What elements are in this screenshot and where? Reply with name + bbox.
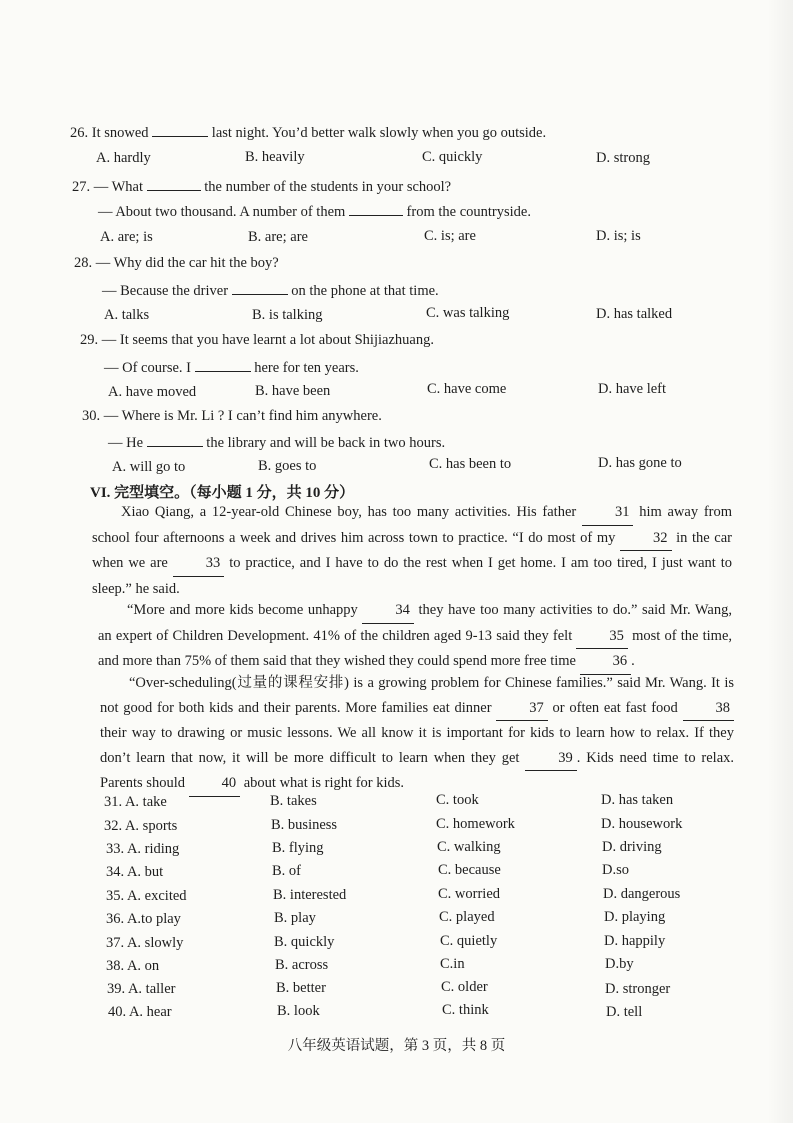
option-30-d: D. has gone to xyxy=(598,455,682,471)
cloze-blank-33: 33 xyxy=(173,551,225,577)
option-28-a: A. talks xyxy=(104,307,150,323)
cloze-option-32-a: 32. A. sports xyxy=(104,818,178,834)
cloze-blank-31: 31 xyxy=(582,500,634,526)
answer-blank xyxy=(147,432,203,447)
option-27-b: B. are; are xyxy=(248,229,308,245)
option-29-b: B. have been xyxy=(255,383,331,399)
cloze-option-32-d: D. housework xyxy=(601,816,683,832)
cloze-option-39-c: C. older xyxy=(441,979,488,995)
cloze-paragraph-2: “More and more kids become unhappy 34 they have too many activities to do.” said Mr. Wang, an expert of Children Development. 41% of the children aged 9-13 said they felt 35 most of the time, and more than 75% of them said that they wished they could spend more free time 36 . xyxy=(98,598,732,675)
option-26-b: B. heavily xyxy=(245,149,305,165)
cloze-option-34-c: C. because xyxy=(438,862,501,878)
cloze-option-35-d: D. dangerous xyxy=(603,886,681,902)
answer-blank xyxy=(349,201,403,216)
option-28-c: C. was talking xyxy=(426,305,510,321)
cloze-paragraph-3: “Over-scheduling(过量的课程安排) is a growing problem for Chinese families.” said Mr. Wang. It is not good for both kids and their parents. More families eat dinner 37 or often eat fast food 38 their way to drawing or music lessons. We all know it is important for kids to learn how to relax. If they don’t learn that now, it will be more difficult to learn when they get 39 . Kids need time to relax. Parents should 40 about what is right for kids. xyxy=(100,671,734,797)
answer-blank xyxy=(152,122,208,137)
option-27-c: C. is; are xyxy=(424,228,476,244)
cloze-option-36-b: B. play xyxy=(274,910,316,926)
option-29-d: D. have left xyxy=(598,381,667,397)
option-30-b: B. goes to xyxy=(258,458,317,474)
question-28: 28. — Why did the car hit the boy? xyxy=(74,255,279,271)
option-29-a: A. have moved xyxy=(108,384,197,400)
question-28-reply: — Because the driver on the phone at that time. xyxy=(102,280,439,300)
option-30-a: A. will go to xyxy=(112,459,186,475)
cloze-option-33-d: D. driving xyxy=(602,839,662,855)
option-27-d: D. is; is xyxy=(596,228,641,244)
cloze-option-33-a: 33. A. riding xyxy=(106,841,180,857)
option-26-c: C. quickly xyxy=(422,149,483,165)
option-29-c: C. have come xyxy=(427,381,507,397)
question-29-reply: — Of course. I here for ten years. xyxy=(104,357,359,377)
option-30-c: C. has been to xyxy=(429,456,512,472)
question-26: 26. It snowed last night. You’d better walk slowly when you go outside. xyxy=(70,122,546,142)
option-26-d: D. strong xyxy=(596,150,650,166)
cloze-blank-40: 40 xyxy=(189,771,241,797)
cloze-option-32-b: B. business xyxy=(271,817,338,833)
cloze-option-40-b: B. look xyxy=(277,1003,320,1019)
section-title-cloze: VI. 完型填空。（每小题 1 分，共 10 分） xyxy=(90,485,355,501)
page-footer: 八年级英语试题，第 3 页，共 8 页 xyxy=(287,1038,506,1054)
cloze-option-37-a: 37. A. slowly xyxy=(106,935,184,951)
cloze-option-38-b: B. across xyxy=(275,957,329,973)
cloze-option-31-c: C. took xyxy=(436,792,479,808)
cloze-option-32-c: C. homework xyxy=(436,816,515,832)
cloze-option-35-b: B. interested xyxy=(273,887,347,903)
question-27: 27. — What the number of the students in your school? xyxy=(72,176,451,196)
cloze-option-34-d: D.so xyxy=(602,862,629,878)
cloze-option-39-d: D. stronger xyxy=(605,981,671,997)
cloze-paragraph-1: Xiao Qiang, a 12-year-old Chinese boy, has too many activities. His father 31 him away from school four afternoons a week and drives him across town to practice. “I do most of my 32 in the car when we are 33 to practice, and I have to do the rest when I get home. I am too tired, I just want to sleep.” he said. xyxy=(92,500,732,601)
option-26-a: A. hardly xyxy=(96,150,151,166)
option-27-a: A. are; is xyxy=(100,229,153,245)
cloze-option-40-d: D. tell xyxy=(606,1004,643,1020)
answer-blank xyxy=(232,280,288,295)
cloze-option-35-a: 35. A. excited xyxy=(106,888,187,904)
cloze-blank-36: 36 xyxy=(580,649,632,675)
cloze-blank-34: 34 xyxy=(362,598,414,624)
cloze-option-31-d: D. has taken xyxy=(601,792,674,808)
question-30-reply: — He the library and will be back in two hours. xyxy=(108,432,445,452)
cloze-option-39-b: B. better xyxy=(276,980,326,996)
cloze-option-37-d: D. happily xyxy=(604,933,666,949)
cloze-option-34-b: B. of xyxy=(272,863,301,879)
cloze-blank-38: 38 xyxy=(683,696,735,722)
option-28-d: D. has talked xyxy=(596,306,673,322)
answer-blank xyxy=(147,176,201,191)
cloze-option-31-a: 31. A. take xyxy=(104,794,167,810)
cloze-option-40-a: 40. A. hear xyxy=(108,1004,172,1020)
cloze-option-38-d: D.by xyxy=(605,956,634,972)
cloze-option-36-a: 36. A.to play xyxy=(106,911,181,927)
question-27-reply: — About two thousand. A number of them from the countryside. xyxy=(98,201,531,221)
cloze-option-38-a: 38. A. on xyxy=(106,958,160,974)
cloze-blank-32: 32 xyxy=(620,526,672,552)
cloze-option-40-c: C. think xyxy=(442,1002,489,1018)
option-28-b: B. is talking xyxy=(252,307,323,323)
cloze-option-31-b: B. takes xyxy=(270,793,317,809)
cloze-option-37-b: B. quickly xyxy=(274,934,335,950)
cloze-option-36-d: D. playing xyxy=(604,909,666,925)
cloze-blank-39: 39 xyxy=(525,746,577,772)
page-edge-shadow xyxy=(767,0,793,1123)
cloze-option-38-c: C.in xyxy=(440,956,465,972)
cloze-option-33-c: C. walking xyxy=(437,839,501,855)
cloze-option-39-a: 39. A. taller xyxy=(107,981,176,997)
cloze-blank-37: 37 xyxy=(496,696,548,722)
cloze-option-34-a: 34. A. but xyxy=(106,864,164,880)
question-30: 30. — Where is Mr. Li ? I can’t find him anywhere. xyxy=(82,408,382,424)
answer-blank xyxy=(195,357,251,372)
question-29: 29. — It seems that you have learnt a lot about Shijiazhuang. xyxy=(80,332,434,348)
cloze-option-36-c: C. played xyxy=(439,909,495,925)
cloze-option-35-c: C. worried xyxy=(438,886,501,902)
cloze-option-37-c: C. quietly xyxy=(440,933,498,949)
cloze-blank-35: 35 xyxy=(576,624,628,650)
cloze-option-33-b: B. flying xyxy=(272,840,324,856)
